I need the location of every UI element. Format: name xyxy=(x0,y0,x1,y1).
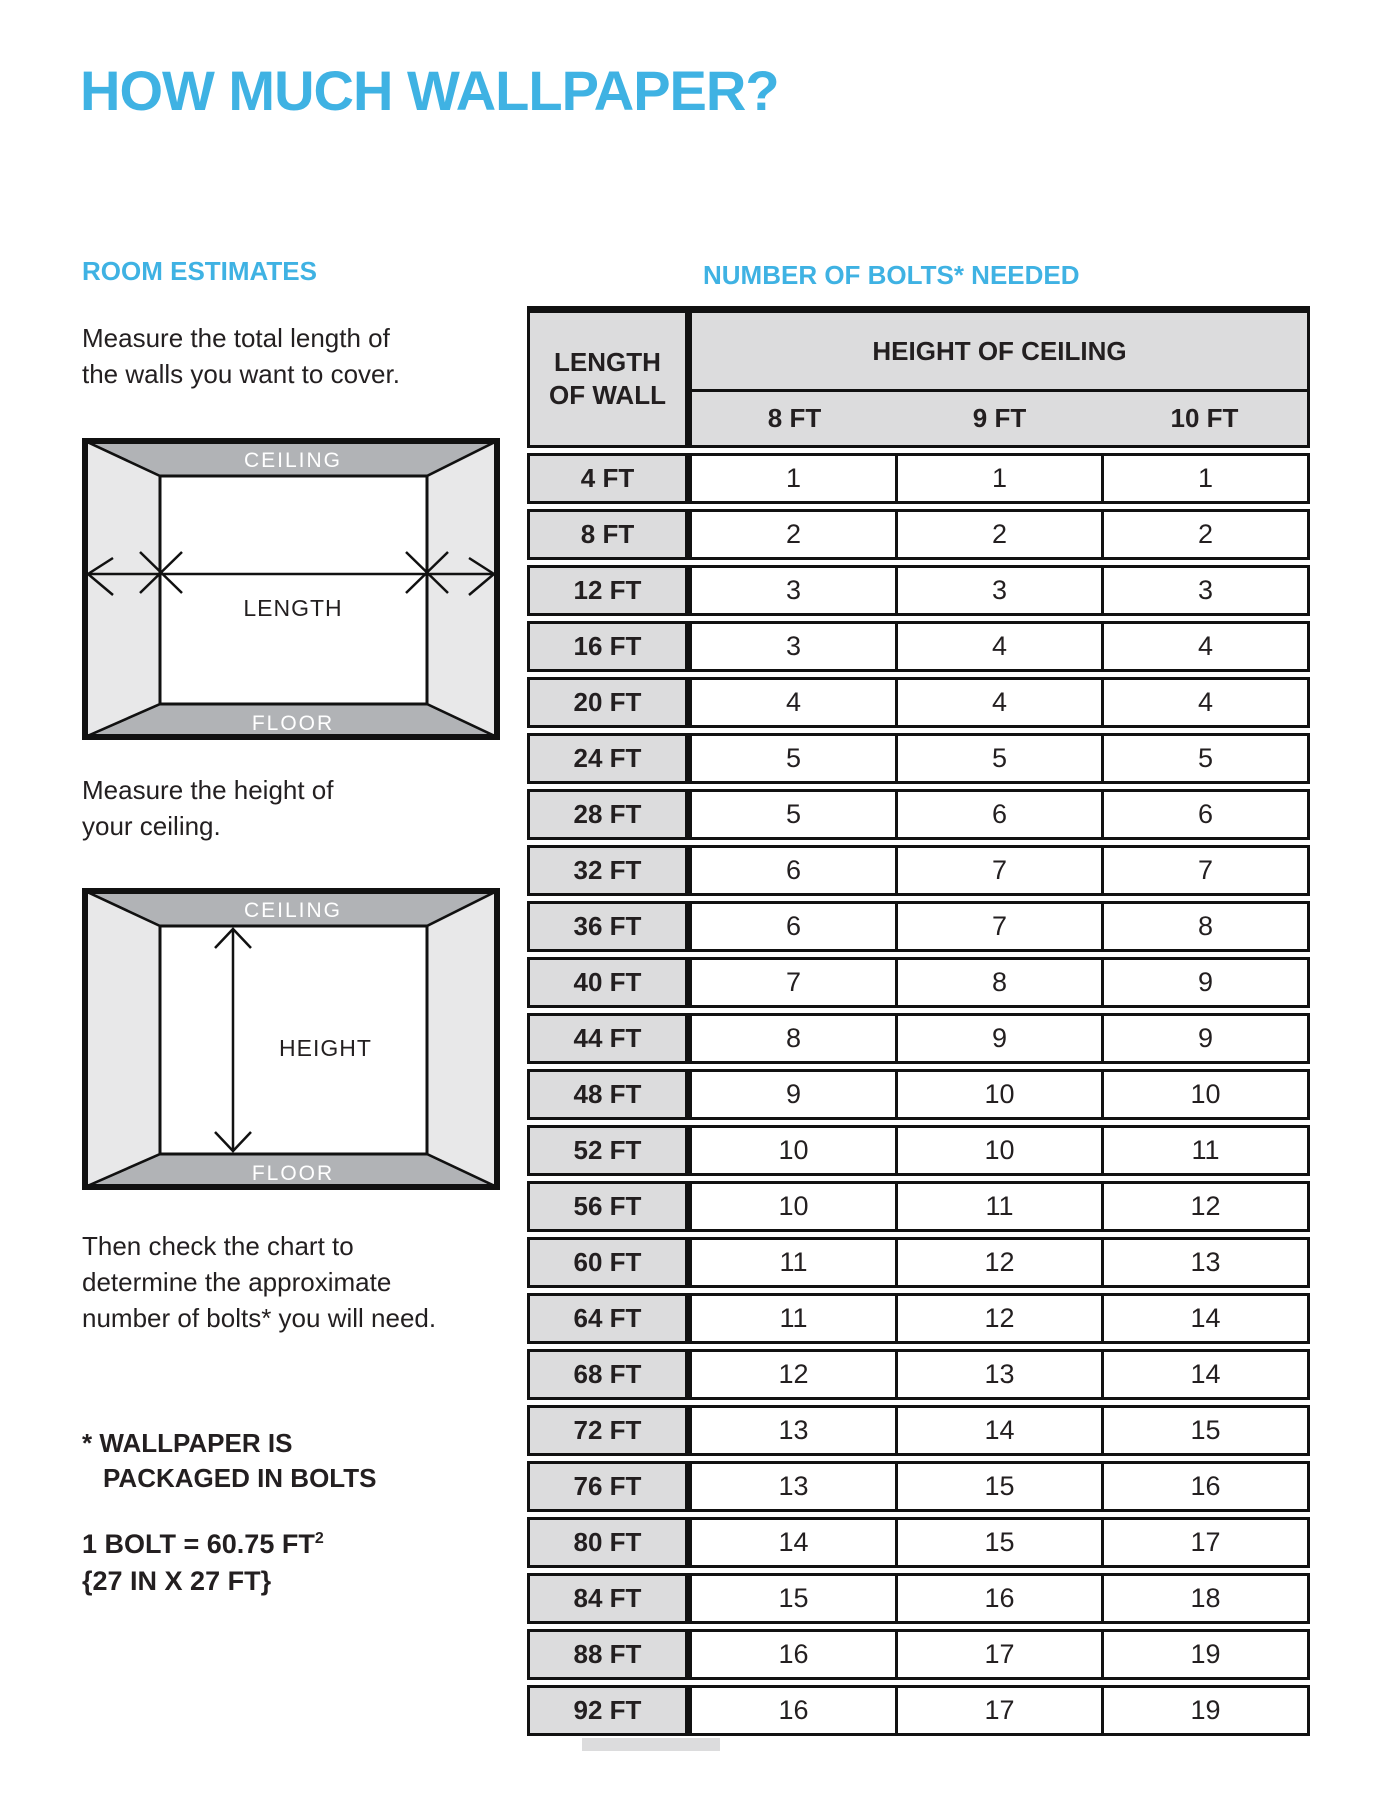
bolt-count-cell: 11 xyxy=(692,1237,898,1288)
section-heading-room-estimates: ROOM ESTIMATES xyxy=(82,256,317,286)
bolt-count-cell: 4 xyxy=(692,677,898,728)
wall-length-cell: 44 FT xyxy=(527,1013,692,1064)
bolts-table-body xyxy=(527,453,1310,1736)
bolt-count-cell: 11 xyxy=(692,1293,898,1344)
table-row xyxy=(527,1517,1310,1568)
bolt-count-cell: 3 xyxy=(1104,565,1310,616)
bolt-count-cell: 1 xyxy=(692,453,898,504)
bolt-count-cell: 4 xyxy=(898,621,1104,672)
footnote-line: PACKAGED IN BOLTS xyxy=(103,1463,377,1493)
bolt-count-cell: 5 xyxy=(692,789,898,840)
wall-length-cell: 4 FT xyxy=(527,453,692,504)
ceiling-label: CEILING xyxy=(243,449,343,472)
wall-length-cell: 88 FT xyxy=(527,1629,692,1680)
column-header-10ft: 10 FT xyxy=(1170,403,1239,433)
bolt-count-cell: 12 xyxy=(1104,1181,1310,1232)
bolt-size-info xyxy=(82,1520,324,1600)
bolt-count-cell: 19 xyxy=(1104,1685,1310,1736)
table-footer-strip xyxy=(582,1738,720,1751)
table-row xyxy=(527,1629,1310,1680)
wall-length-cell: 76 FT xyxy=(527,1461,692,1512)
wall-length-cell: 52 FT xyxy=(527,1125,692,1176)
instruction-line: the walls you want to cover. xyxy=(82,359,400,389)
table-row xyxy=(527,957,1310,1008)
instruction-line: determine the approximate xyxy=(82,1267,392,1297)
column-header-8ft: 8 FT xyxy=(767,403,822,433)
bolt-count-cell: 3 xyxy=(692,621,898,672)
bolt-count-cell: 6 xyxy=(692,845,898,896)
bolt-count-cell: 15 xyxy=(898,1461,1104,1512)
bolt-count-cell: 16 xyxy=(1104,1461,1310,1512)
bolts-footnote xyxy=(82,1426,376,1496)
bolt-count-cell: 14 xyxy=(692,1517,898,1568)
bolt-count-cell: 6 xyxy=(1104,789,1310,840)
bolt-count-cell: 2 xyxy=(1104,509,1310,560)
instruction-line: your ceiling. xyxy=(82,811,221,841)
bolt-count-cell: 4 xyxy=(898,677,1104,728)
table-row xyxy=(527,1573,1310,1624)
bolt-equation-base: 1 BOLT = 60.75 FT xyxy=(82,1529,315,1559)
wall-length-cell: 64 FT xyxy=(527,1293,692,1344)
bolt-count-cell: 12 xyxy=(692,1349,898,1400)
instruction-step-chart xyxy=(82,1228,436,1336)
table-row xyxy=(527,621,1310,672)
bolt-count-cell: 7 xyxy=(898,901,1104,952)
right-wall-face xyxy=(427,891,497,1187)
height-label: HEIGHT xyxy=(279,1035,372,1061)
bolt-count-cell: 1 xyxy=(898,453,1104,504)
left-wall-face xyxy=(85,441,160,737)
wall-length-cell: 12 FT xyxy=(527,565,692,616)
bolt-count-cell: 10 xyxy=(898,1125,1104,1176)
bolt-count-cell: 4 xyxy=(1104,621,1310,672)
bolt-count-cell: 13 xyxy=(692,1461,898,1512)
wall-length-cell: 48 FT xyxy=(527,1069,692,1120)
bolts-table xyxy=(527,306,1310,1741)
bolt-count-cell: 15 xyxy=(692,1573,898,1624)
bolt-count-cell: 5 xyxy=(692,733,898,784)
table-header xyxy=(527,306,1310,448)
table-row xyxy=(527,1125,1310,1176)
table-row xyxy=(527,509,1310,560)
length-label: LENGTH xyxy=(243,595,343,621)
bolt-count-cell: 2 xyxy=(898,509,1104,560)
bolt-count-cell: 2 xyxy=(692,509,898,560)
right-wall-face xyxy=(427,441,497,737)
bolt-count-cell: 7 xyxy=(692,957,898,1008)
bolt-count-cell: 16 xyxy=(692,1629,898,1680)
bolt-count-cell: 8 xyxy=(1104,901,1310,952)
bolt-count-cell: 10 xyxy=(692,1125,898,1176)
bolt-count-cell: 9 xyxy=(1104,957,1310,1008)
table-row xyxy=(527,733,1310,784)
table-row xyxy=(527,1405,1310,1456)
wall-length-cell: 24 FT xyxy=(527,733,692,784)
instruction-line: number of bolts* you will need. xyxy=(82,1303,437,1333)
wall-length-cell: 68 FT xyxy=(527,1349,692,1400)
footnote-line: * WALLPAPER IS xyxy=(82,1428,293,1458)
wall-length-cell: 32 FT xyxy=(527,845,692,896)
bolt-count-cell: 7 xyxy=(1104,845,1310,896)
sub-header-row xyxy=(692,392,1307,445)
wall-length-cell: 72 FT xyxy=(527,1405,692,1456)
bolt-equation-superscript: 2 xyxy=(314,1530,324,1547)
bolt-count-cell: 5 xyxy=(898,733,1104,784)
bolt-count-cell: 3 xyxy=(692,565,898,616)
bolt-count-cell: 19 xyxy=(1104,1629,1310,1680)
table-row xyxy=(527,1293,1310,1344)
bolt-count-cell: 16 xyxy=(692,1685,898,1736)
bolt-count-cell: 9 xyxy=(898,1013,1104,1064)
bolt-count-cell: 14 xyxy=(1104,1349,1310,1400)
bolt-count-cell: 12 xyxy=(898,1293,1104,1344)
bolt-count-cell: 10 xyxy=(1104,1069,1310,1120)
table-row xyxy=(527,1069,1310,1120)
bolt-count-cell: 5 xyxy=(1104,733,1310,784)
table-row xyxy=(527,1685,1310,1736)
bolt-count-cell: 13 xyxy=(692,1405,898,1456)
bolt-count-cell: 7 xyxy=(898,845,1104,896)
bolt-count-cell: 17 xyxy=(898,1685,1104,1736)
bolt-count-cell: 8 xyxy=(898,957,1104,1008)
instruction-line: Measure the total length of xyxy=(82,323,390,353)
bolt-count-cell: 9 xyxy=(692,1069,898,1120)
bolt-count-cell: 13 xyxy=(898,1349,1104,1400)
table-row xyxy=(527,901,1310,952)
table-row xyxy=(527,845,1310,896)
table-row xyxy=(527,677,1310,728)
bolt-count-cell: 17 xyxy=(898,1629,1104,1680)
room-diagram-length xyxy=(82,438,500,740)
wall-length-cell: 40 FT xyxy=(527,957,692,1008)
column-header-9ft: 9 FT xyxy=(972,403,1027,433)
wall-length-cell: 56 FT xyxy=(527,1181,692,1232)
wall-length-cell: 84 FT xyxy=(527,1573,692,1624)
wall-length-cell: 60 FT xyxy=(527,1237,692,1288)
column-header-wall-length: LENGTH OF WALL xyxy=(527,313,692,448)
table-header-right xyxy=(692,313,1310,448)
table-heading: NUMBER OF BOLTS* NEEDED xyxy=(703,260,1080,290)
group-header-ceiling-height: HEIGHT OF CEILING xyxy=(692,313,1307,392)
bolt-count-cell: 11 xyxy=(898,1181,1104,1232)
wall-length-cell: 28 FT xyxy=(527,789,692,840)
bolt-count-cell: 15 xyxy=(1104,1405,1310,1456)
bolt-count-cell: 9 xyxy=(1104,1013,1310,1064)
bolt-count-cell: 3 xyxy=(898,565,1104,616)
bolt-count-cell: 13 xyxy=(1104,1237,1310,1288)
bolt-count-cell: 4 xyxy=(1104,677,1310,728)
bolt-count-cell: 1 xyxy=(1104,453,1310,504)
bolt-count-cell: 15 xyxy=(898,1517,1104,1568)
instruction-step-height xyxy=(82,772,334,844)
floor-label: FLOOR xyxy=(251,1162,335,1185)
table-row xyxy=(527,453,1310,504)
bolt-count-cell: 18 xyxy=(1104,1573,1310,1624)
left-wall-face xyxy=(85,891,160,1187)
table-row xyxy=(527,565,1310,616)
bolt-count-cell: 6 xyxy=(898,789,1104,840)
floor-label: FLOOR xyxy=(251,712,335,735)
bolt-count-cell: 12 xyxy=(898,1237,1104,1288)
bolt-count-cell: 16 xyxy=(898,1573,1104,1624)
table-row xyxy=(527,1013,1310,1064)
table-row xyxy=(527,1349,1310,1400)
table-row xyxy=(527,1461,1310,1512)
wall-length-cell: 92 FT xyxy=(527,1685,692,1736)
wall-length-cell: 80 FT xyxy=(527,1517,692,1568)
bolt-dimensions: {27 IN X 27 FT} xyxy=(82,1566,272,1596)
table-row xyxy=(527,1237,1310,1288)
ceiling-label: CEILING xyxy=(243,899,343,922)
bolt-count-cell: 14 xyxy=(1104,1293,1310,1344)
bolt-count-cell: 8 xyxy=(692,1013,898,1064)
back-wall-face xyxy=(160,476,427,704)
page-title: HOW MUCH WALLPAPER? xyxy=(80,59,779,122)
bolt-count-cell: 11 xyxy=(1104,1125,1310,1176)
bolt-count-cell: 10 xyxy=(898,1069,1104,1120)
wall-length-cell: 8 FT xyxy=(527,509,692,560)
bolt-count-cell: 6 xyxy=(692,901,898,952)
bolt-count-cell: 17 xyxy=(1104,1517,1310,1568)
wall-length-cell: 16 FT xyxy=(527,621,692,672)
bolt-count-cell: 14 xyxy=(898,1405,1104,1456)
instruction-line: Measure the height of xyxy=(82,775,334,805)
wall-length-cell: 20 FT xyxy=(527,677,692,728)
room-diagram-height xyxy=(82,888,500,1190)
wall-length-cell: 36 FT xyxy=(527,901,692,952)
table-row xyxy=(527,789,1310,840)
instruction-line: Then check the chart to xyxy=(82,1231,354,1261)
table-row xyxy=(527,1181,1310,1232)
bolt-equation xyxy=(82,1520,324,1563)
instruction-step-length xyxy=(82,320,400,392)
bolt-count-cell: 10 xyxy=(692,1181,898,1232)
